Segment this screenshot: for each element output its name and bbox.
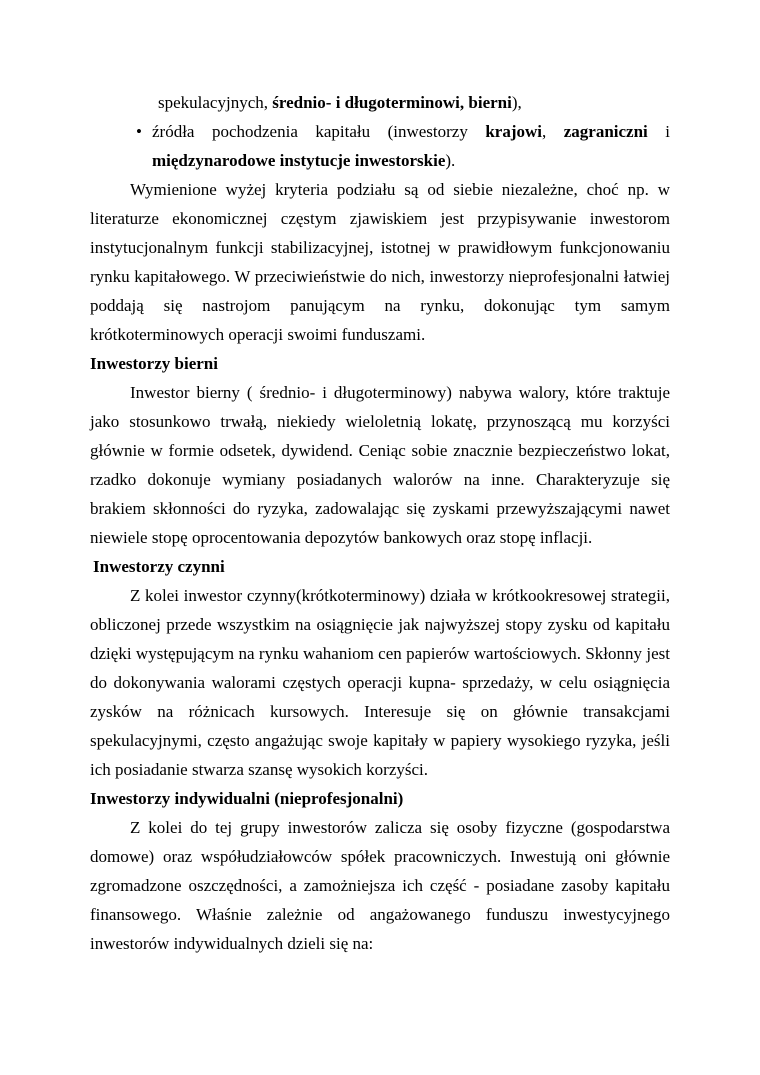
bullet-text-part4: ). — [445, 151, 456, 170]
bullet-text-part1: źródła pochodzenia kapitału (inwestorzy — [152, 122, 486, 141]
heading-passive-investors: Inwestorzy bierni — [90, 354, 218, 373]
paragraph-active-investors: Z kolei inwestor czynny(krótkoterminowy) działa w krótkookresowej strategii, obliczonej przede wszystkim na osiągnięcie jak najwyższej stopy zysku od kapitału dzięki występującym na rynku wahaniom cen papierów wartościowych. Skłonny jest do dokonywania walorami częstych operacji kupna- sprzedaży, w celu osiągnięcia zysków na różnicach kursowych. Interesuje się on głównie transakcjami spekulacyjnymi, często angażując swoje kapitały w papiery wysokiego ryzyka, jeśli ich posiadanie stwarza szansę wysokich korzyści. — [90, 586, 670, 779]
continuation-prefix: spekulacyjnych, — [158, 93, 273, 112]
bullet-text-part3: i — [647, 122, 670, 141]
paragraph-intro: Wymienione wyżej kryteria podziału są od siebie niezależne, choć np. w literaturze ekonomicznej częstym zjawiskiem jest przypisywanie inwestorom instytucjonalnym funkcji stabilizacyjnej, istotnej w prawidłowym funkcjonowaniu rynku kapitałowego. W przeciwieństwie do nich, inwestorzy nieprofesjonalni łatwiej poddają się nastrojom panującym na rynku, dokonując tym samym krótkoterminowych operacji swoimi funduszami. — [90, 180, 670, 344]
bullet-item-capital-origin — [90, 117, 670, 175]
bullet-bold-domestic: krajowi — [485, 122, 542, 141]
heading-individual-investors: Inwestorzy indywidualni (nieprofesjonalni) — [90, 789, 404, 808]
list-continuation-line — [90, 88, 670, 117]
continuation-bold: średnio- i długoterminowi, bierni — [272, 93, 512, 112]
paragraph-passive-investors: Inwestor bierny ( średnio- i długoterminowy) nabywa walory, które traktuje jako stosunkowo trwałą, niekiedy wieloletnią lokatę, przynoszącą mu korzyści głównie w formie odsetek, dywidend. Ceniąc sobie znacznie bezpieczeństwo lokat, rzadko dokonuje wymiany posiadanych walorów na inne. Charakteryzuje się brakiem skłonności do ryzyka, zadowalając się zyskami przewyższającymi nawet niewiele stopę oprocentowania depozytów bankowych oraz stopę inflacji. — [90, 383, 670, 547]
bullet-bold-international: międzynarodowe instytucje inwestorskie — [152, 151, 446, 170]
bullet-text-part2: , — [542, 122, 564, 141]
bullet-bold-foreign: zagraniczni — [563, 122, 648, 141]
paragraph-individual-investors: Z kolei do tej grupy inwestorów zalicza się osoby fizyczne (gospodarstwa domowe) oraz współudziałowców spółek pracowniczych. Inwestują oni głównie zgromadzone oszczędności, a zamożniejsza ich część - posiadane zasoby kapitału finansowego. Właśnie zależnie od angażowanego funduszu inwestycyjnego inwestorów indywidualnych dzieli się na: — [90, 818, 670, 953]
bullet-icon: • — [136, 122, 142, 141]
heading-active-investors: Inwestorzy czynni — [93, 557, 225, 576]
continuation-suffix: ), — [511, 93, 522, 112]
